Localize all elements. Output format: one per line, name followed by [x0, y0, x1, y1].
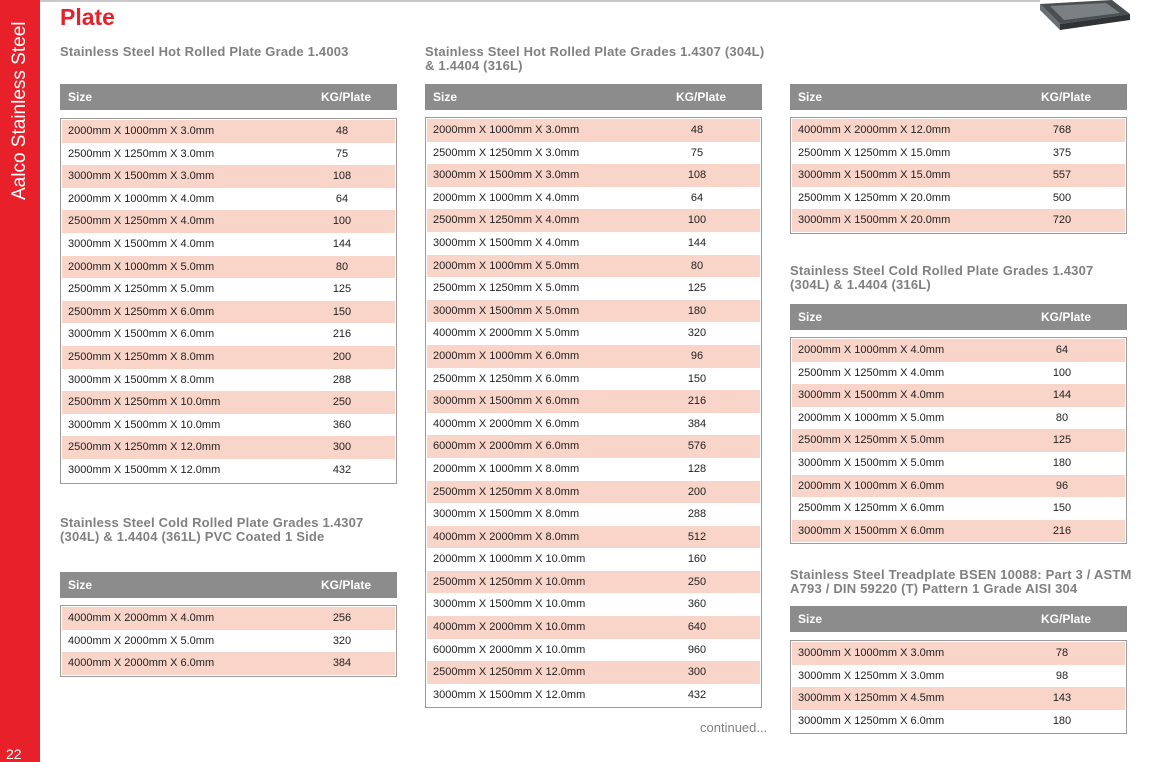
table-row — [427, 571, 760, 594]
table-row — [427, 435, 760, 458]
column-header-kg: KG/Plate — [320, 578, 371, 592]
page-title: Plate — [60, 4, 115, 30]
kg-cell: 557 — [1052, 169, 1072, 182]
table-row — [62, 210, 395, 233]
kg-cell: 128 — [687, 462, 707, 475]
table-row — [792, 475, 1125, 498]
size-cell: 2000mm X 1000mm X 3.0mm — [68, 125, 215, 137]
table-row — [427, 639, 760, 662]
kg-cell: 48 — [335, 125, 349, 137]
column-header-size: Size — [798, 90, 823, 104]
sidebar — [0, 0, 40, 762]
size-cell: 2500mm X 1250mm X 5.0mm — [433, 282, 580, 295]
size-cell: 2500mm X 1250mm X 6.0mm — [68, 305, 215, 318]
kg-cell: 180 — [1052, 714, 1072, 727]
size-cell: 3000mm X 1500mm X 4.0mm — [798, 389, 945, 402]
kg-cell: 288 — [687, 508, 707, 521]
kg-cell: 100 — [332, 215, 352, 228]
steel-plate-image — [1020, 0, 1130, 34]
kg-cell: 960 — [687, 643, 707, 656]
table-row — [427, 503, 760, 526]
kg-cell: 512 — [687, 530, 707, 543]
size-cell: 4000mm X 2000mm X 5.0mm — [68, 634, 215, 647]
kg-cell: 78 — [1055, 647, 1069, 659]
size-cell: 2000mm X 1000mm X 6.0mm — [798, 479, 945, 492]
size-cell: 3000mm X 1250mm X 3.0mm — [798, 669, 945, 682]
size-cell: 2000mm X 1000mm X 4.0mm — [798, 344, 945, 356]
table-row — [427, 345, 760, 368]
kg-cell: 64 — [1055, 344, 1069, 356]
kg-cell: 250 — [687, 575, 707, 588]
table-row — [792, 687, 1125, 710]
table-row — [62, 165, 395, 188]
column-header-size: Size — [798, 310, 823, 324]
size-cell: 2500mm X 1250mm X 20.0mm — [798, 191, 951, 204]
table-row — [427, 661, 760, 684]
kg-cell: 360 — [332, 418, 352, 431]
size-cell: 2000mm X 1000mm X 4.0mm — [433, 191, 580, 204]
kg-cell: 720 — [1052, 214, 1072, 227]
kg-cell: 375 — [1052, 146, 1072, 159]
table-row — [62, 233, 395, 256]
size-cell: 3000mm X 1500mm X 5.0mm — [433, 304, 580, 317]
table-row — [427, 187, 760, 210]
data-table — [790, 640, 1127, 734]
size-cell: 3000mm X 1500mm X 8.0mm — [433, 508, 580, 521]
column-header-kg: KG/Plate — [675, 90, 726, 104]
table-row — [62, 143, 395, 166]
table-row — [62, 391, 395, 414]
table-row — [792, 520, 1125, 543]
size-cell: 2500mm X 1250mm X 12.0mm — [68, 441, 221, 454]
size-cell: 4000mm X 2000mm X 6.0mm — [433, 417, 580, 430]
kg-cell: 250 — [332, 396, 352, 409]
size-cell: 2500mm X 1250mm X 5.0mm — [68, 283, 215, 296]
table-row — [792, 362, 1125, 385]
table-row — [427, 458, 760, 481]
table-row — [62, 630, 395, 653]
table-row — [62, 120, 395, 143]
kg-cell: 256 — [332, 612, 352, 624]
size-cell: 3000mm X 1500mm X 12.0mm — [433, 688, 586, 701]
table-row — [427, 413, 760, 436]
kg-cell: 300 — [332, 441, 352, 454]
table-row — [427, 232, 760, 255]
size-cell: 2000mm X 1000mm X 5.0mm — [433, 259, 580, 272]
size-cell: 3000mm X 1000mm X 3.0mm — [798, 647, 945, 659]
kg-cell: 384 — [332, 657, 352, 670]
kg-cell: 320 — [332, 634, 352, 647]
table-row — [427, 548, 760, 571]
table-row — [62, 301, 395, 324]
table-row — [792, 710, 1125, 733]
table-row — [792, 642, 1125, 665]
size-cell: 2000mm X 1000mm X 6.0mm — [433, 349, 580, 362]
kg-cell: 180 — [1052, 456, 1072, 469]
kg-cell: 75 — [335, 147, 349, 160]
size-cell: 2000mm X 1000mm X 3.0mm — [433, 124, 580, 136]
kg-cell: 384 — [687, 417, 707, 430]
size-cell: 3000mm X 1500mm X 6.0mm — [798, 524, 945, 537]
size-cell: 3000mm X 1500mm X 15.0mm — [798, 169, 951, 182]
table-row — [62, 459, 395, 482]
kg-cell: 150 — [1052, 502, 1072, 515]
section-title: Stainless Steel Hot Rolled Plate Grade 1.4003 — [60, 44, 349, 59]
kg-cell: 143 — [1052, 692, 1072, 705]
kg-cell: 300 — [687, 666, 707, 679]
table-row — [792, 187, 1125, 210]
table-row — [427, 300, 760, 323]
size-cell: 3000mm X 1500mm X 12.0mm — [68, 463, 221, 476]
size-cell: 4000mm X 2000mm X 5.0mm — [433, 327, 580, 340]
table-row — [62, 414, 395, 437]
top-divider — [40, 0, 1040, 2]
column-header-size: Size — [68, 578, 93, 592]
kg-cell: 96 — [690, 349, 704, 362]
table-row — [62, 607, 395, 630]
size-cell: 2500mm X 1250mm X 4.0mm — [798, 366, 945, 379]
size-cell: 2000mm X 1000mm X 10.0mm — [433, 553, 586, 566]
size-cell: 3000mm X 1500mm X 10.0mm — [68, 418, 221, 431]
table-header — [425, 84, 762, 110]
size-cell: 2500mm X 1250mm X 3.0mm — [433, 146, 580, 159]
section-title: Stainless Steel Treadplate BSEN 10088: Part 3 / ASTM A793 / DIN 59220 (T) Pattern 1 Grade AISI 304 — [790, 567, 1132, 596]
size-cell: 4000mm X 2000mm X 8.0mm — [433, 530, 580, 543]
kg-cell: 768 — [1052, 124, 1072, 136]
kg-cell: 216 — [1052, 524, 1072, 537]
table-row — [62, 369, 395, 392]
continued-label: continued... — [700, 720, 768, 735]
size-cell: 3000mm X 1500mm X 4.0mm — [68, 237, 215, 250]
size-cell: 3000mm X 1250mm X 4.5mm — [798, 692, 945, 705]
table-row — [792, 209, 1125, 232]
column-header-size: Size — [433, 90, 458, 104]
kg-cell: 180 — [687, 304, 707, 317]
kg-cell: 100 — [687, 214, 707, 227]
kg-cell: 360 — [687, 598, 707, 611]
table-row — [792, 164, 1125, 187]
table-row — [427, 277, 760, 300]
table-row — [792, 497, 1125, 520]
size-cell: 4000mm X 2000mm X 10.0mm — [433, 621, 586, 634]
kg-cell: 144 — [687, 236, 707, 249]
kg-cell: 216 — [332, 328, 352, 341]
section-title: Stainless Steel Cold Rolled Plate Grades 1.4307 (304L) & 1.4404 (316L) — [790, 263, 1094, 292]
size-cell: 2500mm X 1250mm X 5.0mm — [798, 434, 945, 447]
kg-cell: 150 — [332, 305, 352, 318]
kg-cell: 108 — [687, 169, 707, 182]
table-row — [62, 278, 395, 301]
size-cell: 2000mm X 1000mm X 5.0mm — [798, 411, 945, 424]
size-cell: 2500mm X 1250mm X 4.0mm — [433, 214, 580, 227]
size-cell: 3000mm X 1500mm X 5.0mm — [798, 456, 945, 469]
table-header — [60, 84, 397, 110]
size-cell: 2500mm X 1250mm X 12.0mm — [433, 666, 586, 679]
data-table — [425, 117, 762, 708]
size-cell: 3000mm X 1500mm X 20.0mm — [798, 214, 951, 227]
size-cell: 2500mm X 1250mm X 10.0mm — [433, 575, 586, 588]
size-cell: 2000mm X 1000mm X 8.0mm — [433, 462, 580, 475]
table-row — [427, 164, 760, 187]
table-row — [62, 346, 395, 369]
kg-cell: 576 — [687, 440, 707, 453]
table-header — [60, 572, 397, 598]
column-header-size: Size — [798, 612, 823, 626]
table-row — [792, 339, 1125, 362]
table-row — [427, 119, 760, 142]
table-row — [427, 481, 760, 504]
size-cell: 4000mm X 2000mm X 6.0mm — [68, 657, 215, 670]
table-row — [62, 436, 395, 459]
kg-cell: 150 — [687, 372, 707, 385]
table-row — [792, 452, 1125, 475]
kg-cell: 640 — [687, 621, 707, 634]
table-header — [790, 606, 1127, 632]
kg-cell: 200 — [687, 485, 707, 498]
table-row — [792, 384, 1125, 407]
size-cell: 3000mm X 1500mm X 4.0mm — [433, 236, 580, 249]
table-row — [427, 390, 760, 413]
size-cell: 3000mm X 1500mm X 10.0mm — [433, 598, 586, 611]
data-table — [790, 117, 1127, 234]
table-row — [427, 255, 760, 278]
kg-cell: 216 — [687, 395, 707, 408]
table-header — [790, 84, 1127, 110]
kg-cell: 432 — [687, 688, 707, 701]
section-title: Stainless Steel Cold Rolled Plate Grades 1.4307 (304L) & 1.4404 (361L) PVC Coated 1 Side — [60, 515, 364, 544]
table-row — [427, 526, 760, 549]
column-header-kg: KG/Plate — [320, 90, 371, 104]
table-row — [792, 119, 1125, 142]
kg-cell: 100 — [1052, 366, 1072, 379]
kg-cell: 80 — [690, 259, 704, 272]
kg-cell: 80 — [335, 260, 349, 273]
page-number: 22 — [6, 746, 22, 762]
size-cell: 2500mm X 1250mm X 6.0mm — [798, 502, 945, 515]
kg-cell: 320 — [687, 327, 707, 340]
table-header — [790, 304, 1127, 330]
data-table — [790, 337, 1127, 544]
kg-cell: 432 — [332, 463, 352, 476]
kg-cell: 200 — [332, 350, 352, 363]
table-row — [427, 142, 760, 165]
table-row — [427, 616, 760, 639]
table-row — [427, 684, 760, 707]
column-header-kg: KG/Plate — [1040, 310, 1091, 324]
column-header-kg: KG/Plate — [1040, 612, 1091, 626]
size-cell: 6000mm X 2000mm X 10.0mm — [433, 643, 586, 656]
size-cell: 6000mm X 2000mm X 6.0mm — [433, 440, 580, 453]
size-cell: 3000mm X 1500mm X 3.0mm — [68, 170, 215, 183]
size-cell: 2500mm X 1250mm X 8.0mm — [433, 485, 580, 498]
kg-cell: 144 — [1052, 389, 1072, 402]
table-row — [427, 209, 760, 232]
kg-cell: 500 — [1052, 191, 1072, 204]
size-cell: 2000mm X 1000mm X 5.0mm — [68, 260, 215, 273]
size-cell: 2000mm X 1000mm X 4.0mm — [68, 192, 215, 205]
table-row — [792, 665, 1125, 688]
size-cell: 3000mm X 1250mm X 6.0mm — [798, 714, 945, 727]
size-cell: 2500mm X 1250mm X 15.0mm — [798, 146, 951, 159]
size-cell: 3000mm X 1500mm X 8.0mm — [68, 373, 215, 386]
table-row — [427, 368, 760, 391]
size-cell: 2500mm X 1250mm X 4.0mm — [68, 215, 215, 228]
table-row — [792, 407, 1125, 430]
size-cell: 2500mm X 1250mm X 8.0mm — [68, 350, 215, 363]
kg-cell: 160 — [687, 553, 707, 566]
kg-cell: 96 — [1055, 479, 1069, 492]
size-cell: 3000mm X 1500mm X 3.0mm — [433, 169, 580, 182]
size-cell: 2500mm X 1250mm X 3.0mm — [68, 147, 215, 160]
kg-cell: 288 — [332, 373, 352, 386]
kg-cell: 75 — [690, 146, 704, 159]
data-table — [60, 605, 397, 677]
size-cell: 4000mm X 2000mm X 4.0mm — [68, 612, 215, 624]
kg-cell: 144 — [332, 237, 352, 250]
kg-cell: 98 — [1055, 669, 1069, 682]
kg-cell: 80 — [1055, 411, 1069, 424]
size-cell: 2500mm X 1250mm X 6.0mm — [433, 372, 580, 385]
kg-cell: 48 — [690, 124, 704, 136]
table-row — [427, 593, 760, 616]
kg-cell: 125 — [1052, 434, 1072, 447]
table-row — [62, 256, 395, 279]
table-row — [792, 429, 1125, 452]
size-cell: 2500mm X 1250mm X 10.0mm — [68, 396, 221, 409]
section-title: Stainless Steel Hot Rolled Plate Grades 1.4307 (304L) & 1.4404 (316L) — [425, 44, 765, 73]
table-row — [792, 142, 1125, 165]
table-row — [62, 188, 395, 211]
kg-cell: 64 — [690, 191, 704, 204]
data-table — [60, 118, 397, 484]
brand-label: Aalco Stainless Steel — [9, 21, 30, 200]
table-row — [62, 323, 395, 346]
column-header-kg: KG/Plate — [1040, 90, 1091, 104]
kg-cell: 64 — [335, 192, 349, 205]
kg-cell: 125 — [332, 283, 352, 296]
table-row — [427, 322, 760, 345]
table-row — [62, 652, 395, 675]
size-cell: 4000mm X 2000mm X 12.0mm — [798, 124, 951, 136]
kg-cell: 125 — [687, 282, 707, 295]
kg-cell: 108 — [332, 170, 352, 183]
column-header-size: Size — [68, 90, 93, 104]
size-cell: 3000mm X 1500mm X 6.0mm — [68, 328, 215, 341]
size-cell: 3000mm X 1500mm X 6.0mm — [433, 395, 580, 408]
